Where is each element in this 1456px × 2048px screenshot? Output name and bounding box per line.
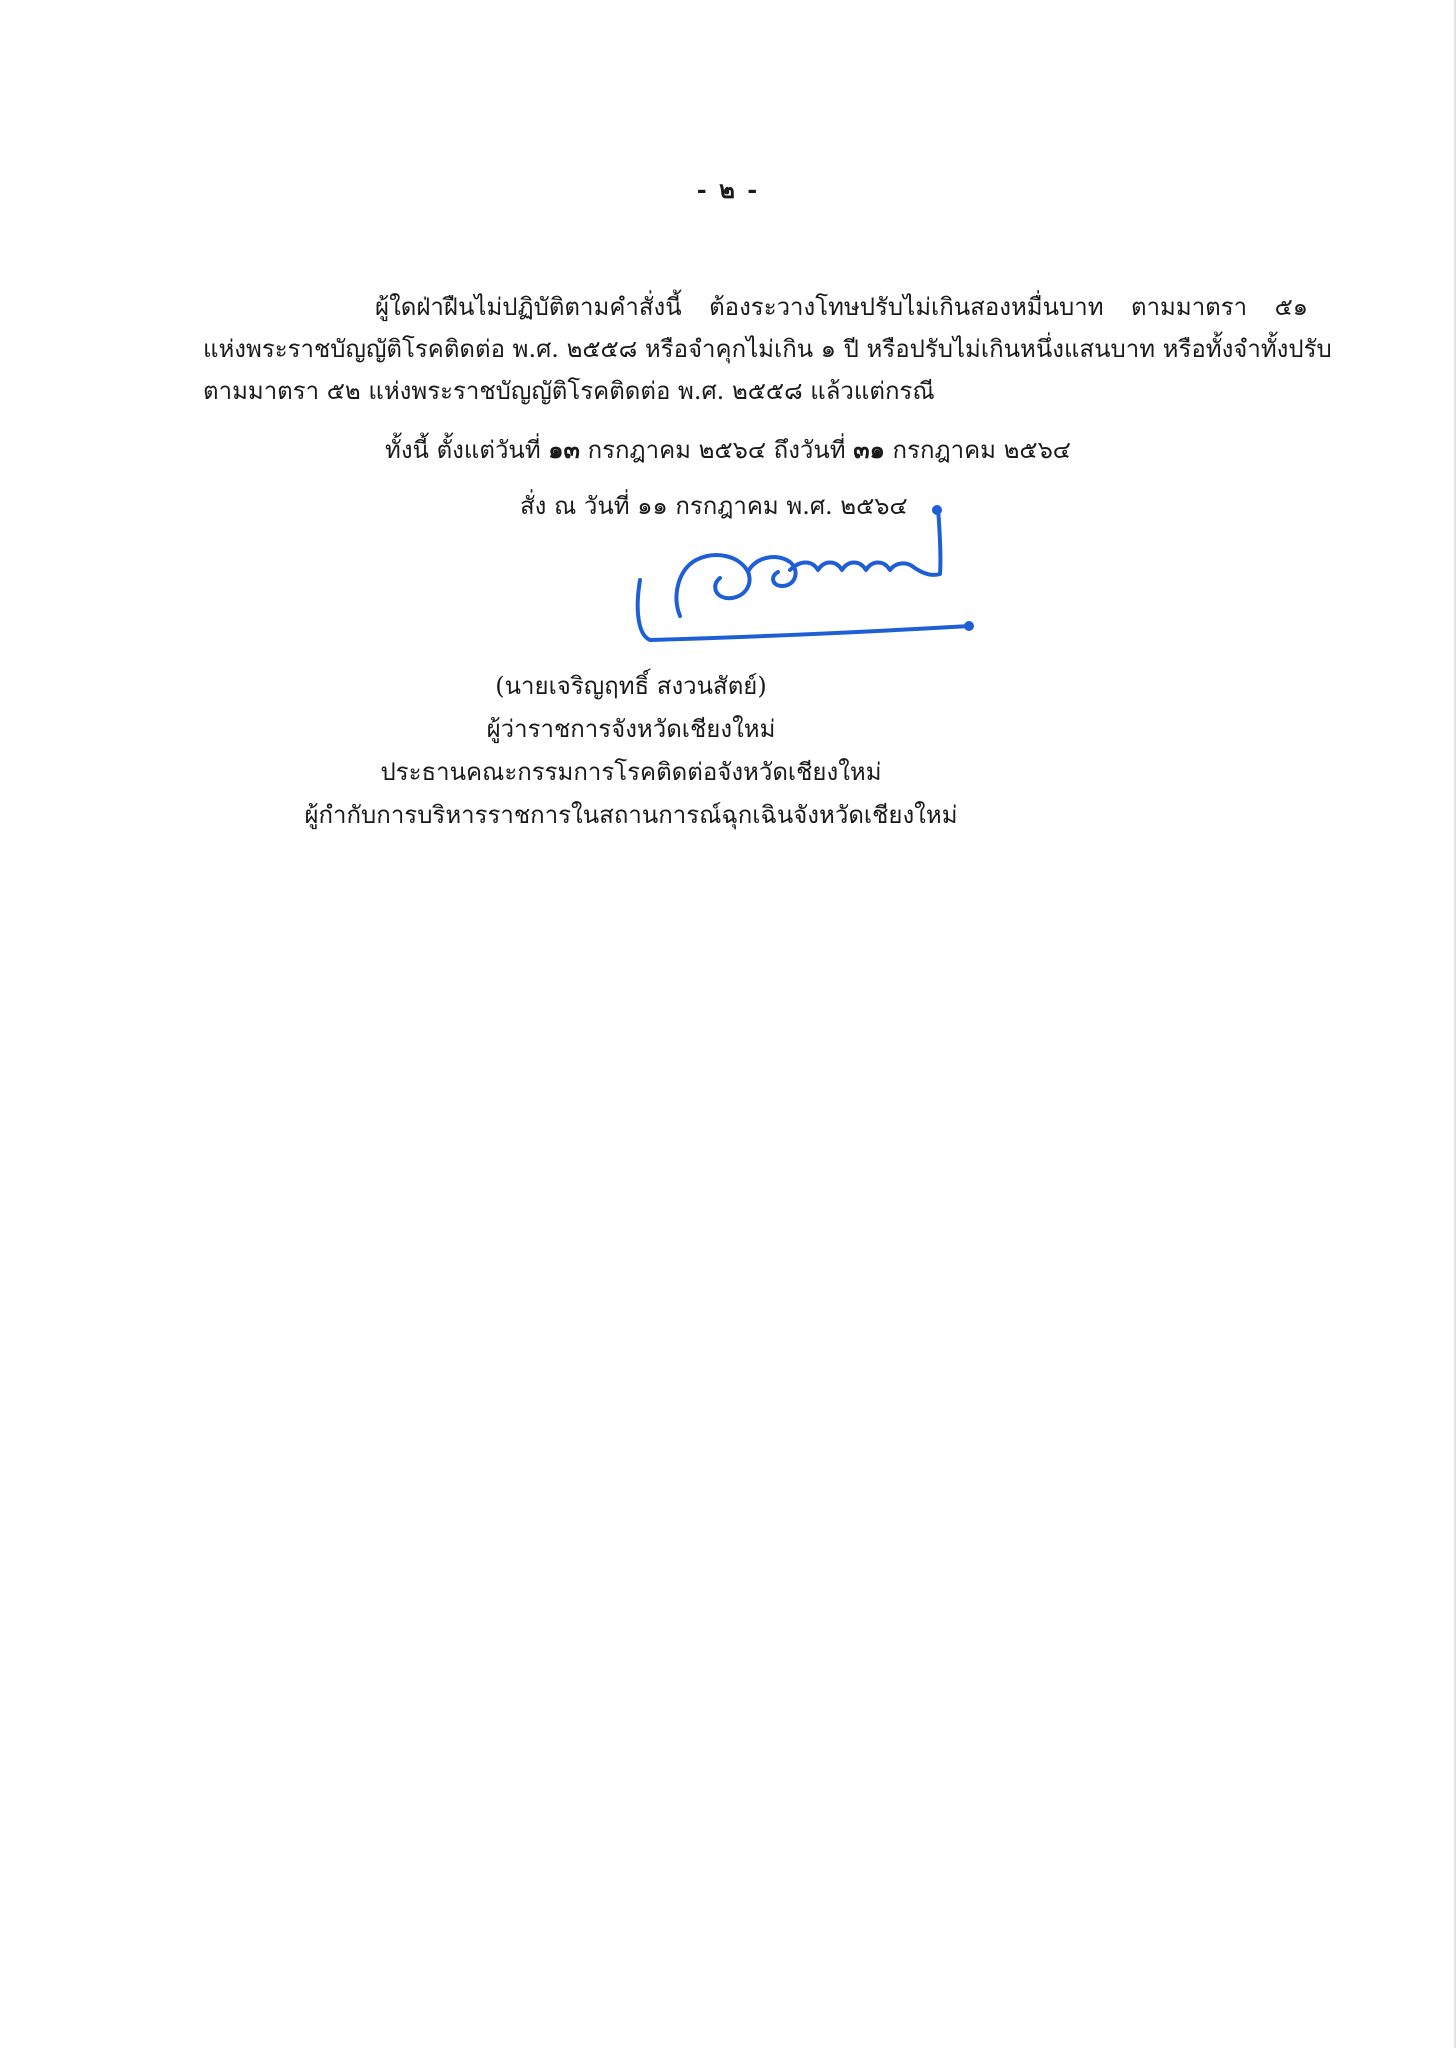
period-start-month-year: กรกฎาคม ๒๕๖๔ <box>587 436 767 464</box>
signer-name: (นายเจริญฤทธิ์ สงวนสัตย์) <box>495 672 767 700</box>
signer-title-emergency-supervisor: ผู้กำกับการบริหารราชการในสถานการณ์ฉุกเฉินจังหวัดเชียงใหม่ <box>304 801 958 829</box>
handwritten-signature <box>630 500 980 660</box>
period-end-month-year: กรกฎาคม ๒๕๖๔ <box>892 436 1071 464</box>
page-number: - ๒ - <box>696 175 760 204</box>
paragraph-line-3: ตามมาตรา ๕๒ แห่งพระราชบัญญัติโรคติดต่อ พ.ศ. ๒๕๕๘ แล้วแต่กรณี <box>203 377 935 405</box>
signer-title-committee-chair: ประธานคณะกรรมการโรคติดต่อจังหวัดเชียงใหม่ <box>380 758 882 786</box>
effective-period <box>0 430 1456 469</box>
signer-block <box>0 665 1456 837</box>
period-prefix: ทั้งนี้ ตั้งแต่วันที่ <box>385 436 541 464</box>
period-start-day: ๑๓ <box>548 435 580 464</box>
order-date: สั่ง ณ วันที่ ๑๑ กรกฎาคม พ.ศ. ๒๕๖๔ <box>520 492 908 520</box>
signer-title-governor: ผู้ว่าราชการจังหวัดเชียงใหม่ <box>486 715 776 743</box>
paragraph-line-2: แห่งพระราชบัญญัติโรคติดต่อ พ.ศ. ๒๕๕๘ หรือจำคุกไม่เกิน ๑ ปี หรือปรับไม่เกินหนึ่งแสนบาท หรือทั้งจำทั้งปรับ <box>203 335 1332 363</box>
period-end-day: ๓๑ <box>853 435 885 464</box>
penalty-paragraph <box>203 286 1332 412</box>
period-middle: ถึงวันที่ <box>773 436 846 464</box>
paragraph-line-1: ผู้ใดฝ่าฝืนไม่ปฏิบัติตามคำสั่งนี้ ต้องระวางโทษปรับไม่เกินสองหมื่นบาท ตามมาตรา ๕๑ <box>375 293 1308 321</box>
